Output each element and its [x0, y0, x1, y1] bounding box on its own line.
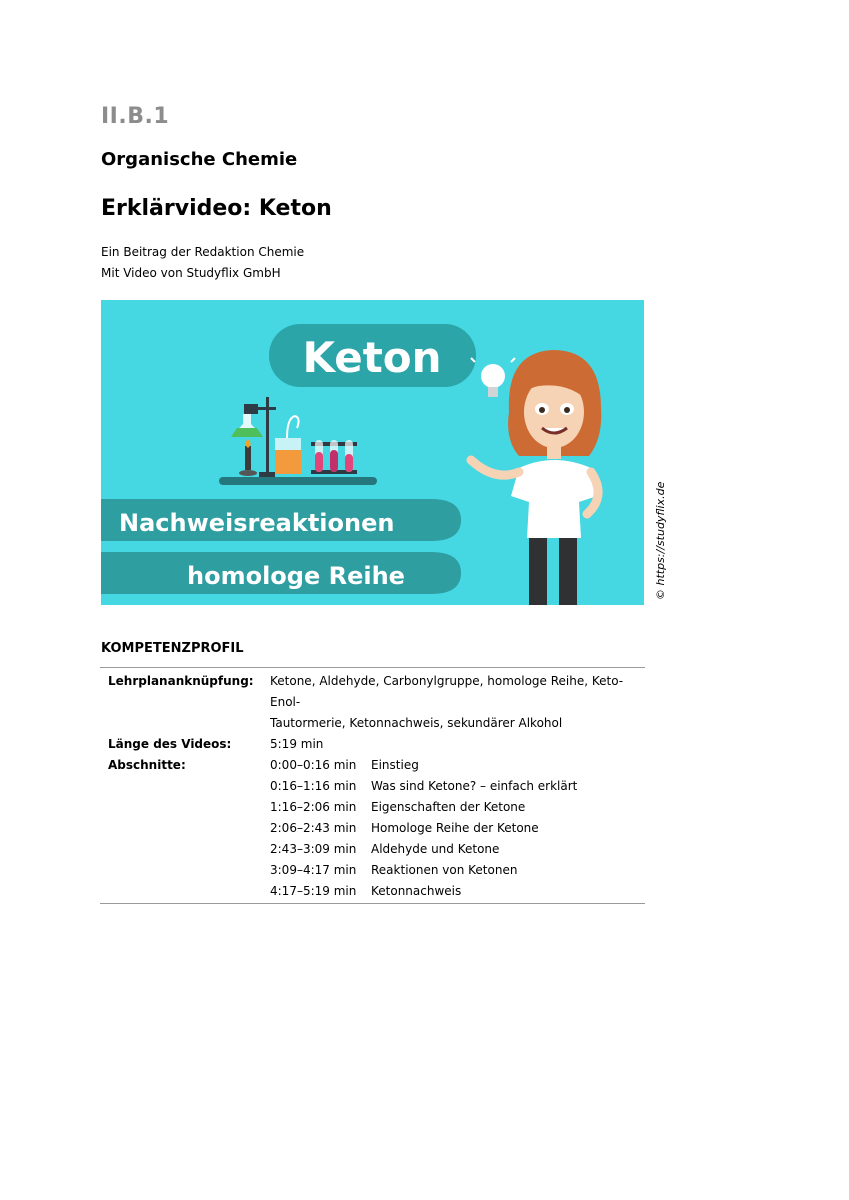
banner-nachweis-text: Nachweisreaktionen: [119, 509, 395, 537]
section-title: Einstieg: [371, 758, 419, 772]
section-title: Ketonnachweis: [371, 884, 462, 898]
sections-list: [270, 755, 640, 902]
thumbnail-title: Keton: [302, 333, 442, 382]
curriculum-line: Tautormerie, Ketonnachweis, sekundärer Alkohol: [270, 716, 563, 730]
section-item: [270, 860, 640, 881]
section-item: [270, 755, 640, 776]
section-id: II.B.1: [101, 104, 170, 129]
section-time: 0:16–1:16 min: [270, 779, 357, 793]
section-item: [270, 881, 640, 902]
video-length-row: [100, 734, 645, 755]
section-time: 2:43–3:09 min: [270, 842, 357, 856]
section-title: Was sind Ketone? – einfach erklärt: [371, 779, 578, 793]
banner-homologe-text: homologe Reihe: [187, 562, 405, 590]
video-thumbnail[interactable]: [101, 300, 644, 605]
curriculum-row: [100, 671, 645, 734]
section-time: 0:00–0:16 min: [270, 758, 357, 772]
curriculum-label: Lehrplananknüpfung:: [108, 674, 254, 688]
section-item: [270, 797, 640, 818]
byline: [101, 242, 304, 284]
section-title: Aldehyde und Ketone: [371, 842, 500, 856]
curriculum-value: [270, 671, 640, 734]
video-length-value: 5:19 min: [270, 737, 324, 751]
sections-label: Abschnitte:: [108, 758, 186, 772]
sections-row: [100, 755, 645, 902]
test-tubes-icon: [311, 440, 357, 474]
byline-video: Mit Video von Studyflix GmbH: [101, 266, 281, 280]
page-title: Erklärvideo: Keton: [101, 196, 332, 221]
section-title: Reaktionen von Ketonen: [371, 863, 518, 877]
section-time: 4:17–5:19 min: [270, 884, 357, 898]
curriculum-line: Ketone, Aldehyde, Carbonylgruppe, homologe Reihe, Keto-Enol-: [270, 674, 624, 709]
shelf: [219, 477, 377, 485]
section-item: [270, 818, 640, 839]
section-item: [270, 776, 640, 797]
copyright-note: © https://studyflix.de: [654, 481, 667, 600]
section-item: [270, 839, 640, 860]
video-length-label: Länge des Videos:: [108, 737, 232, 751]
byline-editorial: Ein Beitrag der Redaktion Chemie: [101, 245, 305, 259]
section-title: Homologe Reihe der Ketone: [371, 821, 539, 835]
competence-profile-table: [100, 667, 645, 904]
subject-heading: Organische Chemie: [101, 149, 298, 170]
section-title: Eigenschaften der Ketone: [371, 800, 526, 814]
competence-profile-heading: KOMPETENZPROFIL: [101, 641, 244, 656]
section-time: 3:09–4:17 min: [270, 863, 357, 877]
section-time: 1:16–2:06 min: [270, 800, 357, 814]
section-time: 2:06–2:43 min: [270, 821, 357, 835]
